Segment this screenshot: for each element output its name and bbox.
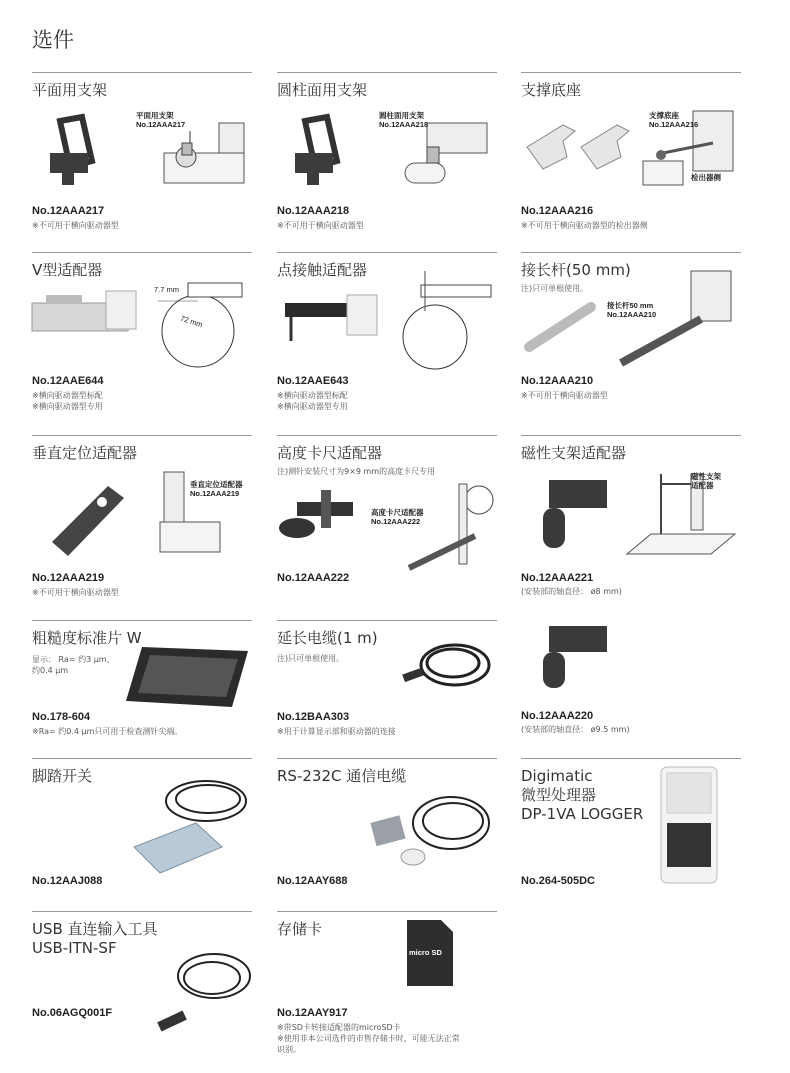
card-title: 接长杆(50 mm) — [521, 261, 631, 279]
rs232c-cable-image — [367, 783, 495, 883]
part-number: No.178-604 — [32, 711, 91, 723]
option-card-point-contact-adapter — [277, 252, 497, 423]
part-number: No.12AAA218 — [277, 205, 350, 217]
card-subtitle: 显示： Ra= 约3 μm、 约0.4 μm — [32, 655, 115, 675]
point-contact-image — [277, 287, 387, 347]
card-title: USB 直连输入工具 USB-ITN-SF — [32, 920, 158, 957]
note: ※不可用于横向驱动器型 — [32, 221, 119, 230]
card-title: 垂直定位适配器 — [32, 444, 138, 462]
part-number: No.12BAA303 — [277, 711, 350, 723]
option-card-height-gauge-adapter — [277, 435, 497, 596]
card-title: 圆柱面用支架 — [277, 81, 368, 99]
option-card-extension-cable — [277, 620, 497, 741]
part-number: No.12AAA217 — [32, 205, 105, 217]
roughness-specimen-image — [122, 641, 252, 711]
magnetic-adapter-image — [535, 620, 615, 690]
part-number: No.12AAY917 — [277, 1007, 348, 1019]
option-card-vertical-positioning-adapter — [32, 435, 252, 596]
note: ※不可用于横向驱动器型的检出器侧 — [521, 221, 648, 230]
option-card-plane-stand — [32, 72, 252, 243]
magnetic-adapter-image — [535, 472, 615, 552]
dimension-label: 7.7 mm — [154, 285, 180, 294]
card-title: 存储卡 — [277, 920, 323, 938]
card-title: 高度卡尺适配器 — [277, 444, 383, 462]
callout-label: 支撑底座 No.12AAA216 — [649, 111, 699, 129]
option-card-cylinder-stand — [277, 72, 497, 243]
part-number: No.12AAE644 — [32, 375, 104, 387]
card-title: 粗糙度标准片 W — [32, 629, 142, 647]
extension-cable-image — [395, 631, 495, 711]
usb-input-tool-image — [118, 946, 254, 1036]
height-gauge-diagram — [399, 476, 499, 576]
card-title: 平面用支架 — [32, 81, 108, 99]
note: ※横向驱动器型标配 ※横向驱动器型专用 — [277, 391, 348, 411]
memory-card-label: micro SD — [409, 948, 442, 957]
part-number: No.264-505DC — [521, 875, 595, 887]
card-title: 磁性支架适配器 — [521, 444, 627, 462]
support-base-image — [523, 117, 633, 177]
part-number: No.12AAE643 — [277, 375, 349, 387]
callout-label: 圆柱面用支架 No.12AAA218 — [379, 111, 429, 129]
card-title: RS-232C 通信电缆 — [277, 767, 407, 785]
callout-label: 高度卡尺适配器 No.12AAA222 — [371, 508, 424, 526]
card-title: 延长电缆(1 m) — [277, 629, 378, 647]
foot-switch-image — [126, 771, 254, 881]
note: ※用于计算显示部和驱动器的连接 — [277, 727, 396, 736]
note: (安装部的轴直径： ø8 mm) — [521, 587, 622, 596]
extension-rod-image — [521, 297, 611, 357]
option-card-v-adapter — [32, 252, 252, 423]
part-number: No.12AAA219 — [32, 572, 105, 584]
card-subtitle: 注)测针安装尺寸为9×9 mm的高度卡尺专用 — [277, 467, 436, 476]
option-card-extension-rod — [521, 252, 741, 423]
part-number: No.12AAA221 — [521, 572, 594, 584]
note: ※横向驱动器型标配 ※横向驱动器型专用 — [32, 391, 103, 411]
cylinder-stand-image — [291, 113, 351, 193]
dimension-label: 72 mm — [179, 313, 204, 330]
note: ※不可用于横向驱动器型 — [277, 221, 364, 230]
part-number: No.12AAY688 — [277, 875, 348, 887]
vertical-adapter-image — [48, 472, 138, 562]
page-title: 选件 — [32, 28, 74, 52]
option-card-memory-card — [277, 911, 497, 1062]
option-card-rs232c-cable — [277, 758, 497, 894]
part-number: No.12AAA222 — [277, 572, 350, 584]
v-adapter-image — [32, 283, 142, 343]
card-title: 脚踏开关 — [32, 767, 93, 785]
option-card-digimatic-processor — [521, 758, 741, 894]
card-title: Digimatic 微型处理器 DP-1VA LOGGER — [521, 767, 644, 823]
note: (安装部的轴直径： ø9.5 mm) — [521, 725, 630, 734]
card-title: V型适配器 — [32, 261, 103, 279]
part-number: No.12AAA220 — [521, 710, 594, 722]
callout-label: 垂直定位适配器 No.12AAA219 — [190, 480, 243, 498]
callout-label: 接长杆50 mm No.12AAA210 — [607, 301, 657, 319]
note: ※不可用于横向驱动器型 — [521, 391, 608, 400]
callout-detector-side: 检出器侧 — [691, 173, 721, 182]
note: ※Ra= 约0.4 μm只可用于检查测针尖端。 — [32, 727, 183, 736]
digimatic-processor-image — [659, 765, 719, 885]
card-title: 支撑底座 — [521, 81, 582, 99]
card-title: 点接触适配器 — [277, 261, 368, 279]
point-contact-diagram — [399, 271, 499, 371]
magnetic-stand-diagram — [621, 464, 741, 564]
plane-stand-image — [46, 113, 106, 193]
part-number: No.12AAA210 — [521, 375, 594, 387]
note: ※带SD卡转接适配器的microSD卡 ※使用非本公司选件的市售存储卡时，可能无法正常 识别。 — [277, 1023, 460, 1054]
part-number: No.12AAA216 — [521, 205, 594, 217]
height-gauge-adapter-image — [277, 482, 367, 552]
extension-rod-diagram — [601, 267, 741, 377]
option-card-roughness-specimen — [32, 620, 252, 741]
card-subtitle: 注)只可单根使用。 — [521, 284, 589, 293]
callout-label: 平面用支架 No.12AAA217 — [136, 111, 186, 129]
card-subtitle: 注)只可单根使用。 — [277, 654, 345, 663]
part-number: No.06AGQ001F — [32, 1007, 113, 1019]
callout-label: 磁性支架 适配器 — [691, 472, 721, 490]
part-number: No.12AAJ088 — [32, 875, 103, 887]
option-card-support-base — [521, 72, 741, 243]
option-card-usb-input-tool — [32, 911, 252, 1062]
option-card-magnetic-stand-adapter-2 — [521, 620, 741, 740]
option-card-foot-switch — [32, 758, 252, 894]
note: ※不可用于横向驱动器型 — [32, 588, 119, 597]
option-card-magnetic-stand-adapter — [521, 435, 741, 596]
